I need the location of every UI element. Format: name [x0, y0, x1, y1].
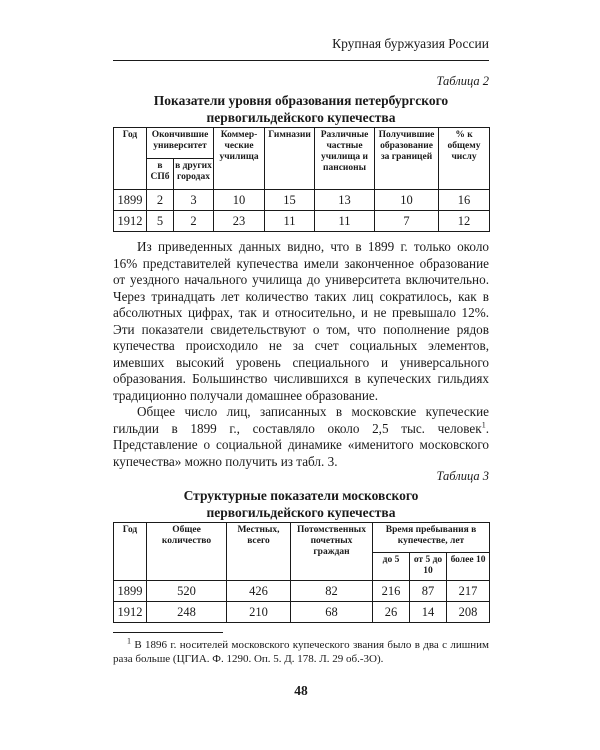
- table3-cell: 426: [227, 581, 291, 602]
- table3-header-5to10: от 5 до 10: [410, 553, 447, 581]
- table2-row: [114, 211, 490, 232]
- table2-header-commercial: Коммерческие училища: [214, 128, 265, 190]
- table2-header-univ-spb: в СПб: [147, 159, 174, 190]
- table2-row: [114, 190, 490, 211]
- table3-title: [113, 487, 489, 521]
- table3-header-total: Общее количество: [147, 523, 227, 581]
- table3-cell: 26: [373, 602, 410, 623]
- table2-header-percent: % к общему числу: [439, 128, 490, 190]
- paragraph-2-text-end: . Представление о социальной динамике «именитого московского купечества» можно получить из табл. 3.: [113, 420, 489, 469]
- running-head: Крупная буржуазия России: [332, 36, 489, 51]
- table3-cell: 248: [147, 602, 227, 623]
- table2-header-gymnasium: Гимназии: [265, 128, 315, 190]
- table2-label: Таблица 2: [436, 74, 489, 88]
- table2-cell: 12: [439, 211, 490, 232]
- table3-header-over10: более 10: [447, 553, 490, 581]
- table3-title-line1: Структурные показатели московского: [183, 488, 419, 503]
- footnote-text: В 1896 г. носителей московского купеческого звания было в два с лишним раза больше (ЦГИА. Ф. 1290. Оп. 5. Д. 178. Л. 29 об.-3О).: [113, 639, 489, 665]
- table3-cell: 68: [291, 602, 373, 623]
- table2-cell: 2: [147, 190, 174, 211]
- table2-cell: 11: [265, 211, 315, 232]
- table3-label: Таблица 3: [436, 469, 489, 483]
- table3-cell: 82: [291, 581, 373, 602]
- table3-row: [114, 581, 490, 602]
- table3-cell: 1912: [114, 602, 147, 623]
- table2-cell: 10: [375, 190, 439, 211]
- table2-cell: 3: [174, 190, 214, 211]
- table3-header-year: Год: [114, 523, 147, 581]
- table2-cell: 13: [315, 190, 375, 211]
- table2-cell: 23: [214, 211, 265, 232]
- table3-cell: 210: [227, 602, 291, 623]
- table2-title: [113, 92, 489, 126]
- table3-cell: 87: [410, 581, 447, 602]
- paragraph-2: [113, 404, 489, 470]
- table2-cell: 1912: [114, 211, 147, 232]
- table2-cell: 16: [439, 190, 490, 211]
- table2-cell: 15: [265, 190, 315, 211]
- table2-header-university: Окончившие университет: [147, 128, 214, 159]
- table3-header-stay: Время пребывания в купечестве, лет: [373, 523, 490, 553]
- table2-cell: 10: [214, 190, 265, 211]
- table3-header-hereditary: Потомственных почетных граждан: [291, 523, 373, 581]
- table3-cell: 208: [447, 602, 490, 623]
- table3: [113, 522, 490, 623]
- table2-header-private-schools: Различные частные училища и пансионы: [315, 128, 375, 190]
- table2-cell: 1899: [114, 190, 147, 211]
- table2: [113, 127, 490, 232]
- footnote-mark: 1: [127, 636, 131, 646]
- table3-cell: 217: [447, 581, 490, 602]
- footnote: [113, 638, 489, 666]
- footnote-reference[interactable]: 1: [481, 420, 486, 430]
- table2-cell: 11: [315, 211, 375, 232]
- table3-cell: 1899: [114, 581, 147, 602]
- paragraph-1: Из приведенных данных видно, что в 1899 г. только около 16% представителей купечества имели законченное образование от уездного начального училища до университета включительно. Через тринадцать лет количество таких лиц сократилось, как в абсолютных цифрах, так и относительно, и не превышало 12%. Эти показатели свидетельствуют о том, что пополнение рядов купечества происходило не за счет социальных элементов, имевших высокий уровень специального и универсального образования. Большинство числившихся в купеческих гильдиях традиционно получали домашнее образование.: [113, 239, 489, 403]
- table2-title-line2: первогильдейского купечества: [206, 110, 396, 125]
- table2-cell: 2: [174, 211, 214, 232]
- header-rule: [113, 60, 489, 61]
- table3-cell: 14: [410, 602, 447, 623]
- page-number: 48: [294, 683, 308, 698]
- table2-header-year: Год: [114, 128, 147, 190]
- table3-header-upto5: до 5: [373, 553, 410, 581]
- table3-header-local: Местных, всего: [227, 523, 291, 581]
- table2-cell: 7: [375, 211, 439, 232]
- table3-title-line2: первогильдейского купечества: [206, 505, 396, 520]
- table2-header-abroad: Получившие образование за границей: [375, 128, 439, 190]
- table3-row: [114, 602, 490, 623]
- table2-header-univ-other: в других городах: [174, 159, 214, 190]
- paragraph-2-text: Общее число лиц, записанных в московские купеческие гильдии в 1899 г., составляло около 2,5 тыс. человек: [113, 404, 489, 436]
- footnote-rule: [113, 632, 223, 633]
- table2-cell: 5: [147, 211, 174, 232]
- table3-cell: 216: [373, 581, 410, 602]
- table2-title-line1: Показатели уровня образования петербургского: [153, 93, 449, 108]
- table3-cell: 520: [147, 581, 227, 602]
